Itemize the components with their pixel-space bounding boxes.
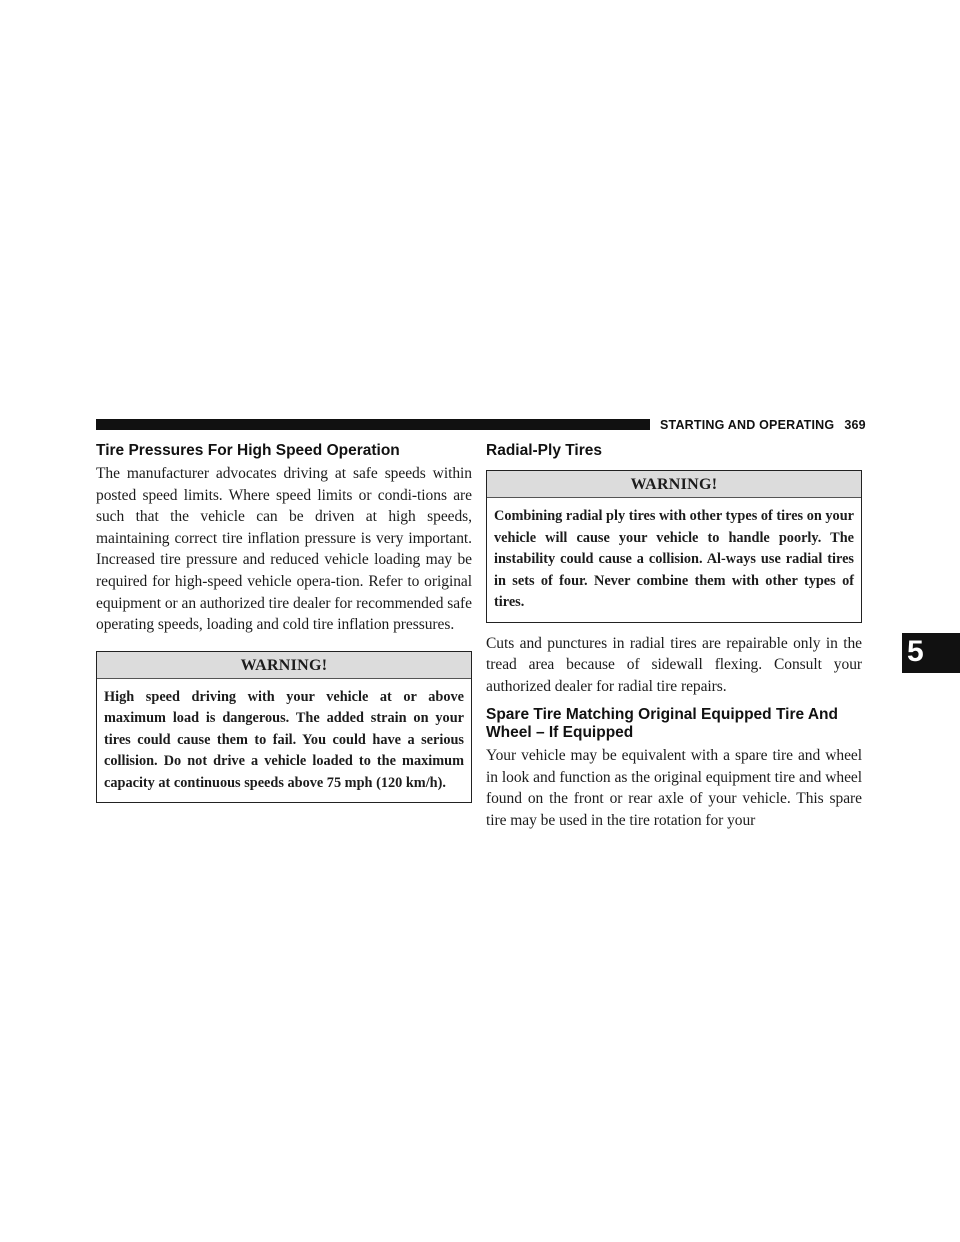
left-column bbox=[96, 442, 472, 803]
paragraph-spare-tire: Your vehicle may be equivalent with a spare tire and wheel in look and function as the original equipment tire and wheel found on the front or rear axle of your vehicle. This spare tire may be used in the tire rotation for your bbox=[486, 747, 862, 830]
section-title: STARTING AND OPERATING bbox=[660, 418, 835, 432]
warning-box-radial bbox=[486, 470, 862, 623]
heading-high-speed: Tire Pressures For High Speed Operation bbox=[96, 442, 400, 459]
warning-text: Combining radial ply tires with other types of tires on your vehicle will cause your vehicle to handle poorly. The instability could cause a collision. Al-ways use radial tires in sets of four. Never combine them with other types of tires. bbox=[494, 508, 854, 610]
warning-box-high-speed bbox=[96, 651, 472, 804]
chapter-tab bbox=[902, 633, 960, 673]
header-rule bbox=[96, 419, 650, 430]
heading-spare-tire: Spare Tire Matching Original Equipped Tire And Wheel – If Equipped bbox=[486, 706, 838, 742]
heading-radial-ply: Radial-Ply Tires bbox=[486, 442, 603, 459]
warning-title: WARNING! bbox=[487, 471, 861, 498]
right-column bbox=[486, 442, 862, 832]
page-number: 369 bbox=[844, 418, 866, 432]
running-header bbox=[660, 418, 866, 432]
paragraph-radial: Cuts and punctures in radial tires are repairable only in the tread area because of sidewall flexing. Consult your authorized dealer for radial tire repairs. bbox=[486, 634, 862, 695]
warning-text: High speed driving with your vehicle at or above maximum load is dangerous. The added strain on your tires could cause them to fail. You could have a serious collision. Do not drive a vehicle loaded to the maximum capacity at continuous speeds above 75 mph (120 km/h). bbox=[104, 688, 464, 791]
paragraph-high-speed: The manufacturer advocates driving at safe speeds within posted speed limits. Where speed limits or condi-tions are such that the vehicle can be driven at high speeds, maintaining correct tire inflation pressure is very important. Increased tire pressure and reduced vehicle loading may be required for high-speed vehicle opera-tion. Refer to original equipment or an authorized tire dealer for recommended safe operating speeds, loading and cold tire inflation pressures. bbox=[96, 465, 472, 634]
warning-title: WARNING! bbox=[97, 652, 471, 679]
chapter-number: 5 bbox=[907, 635, 924, 668]
